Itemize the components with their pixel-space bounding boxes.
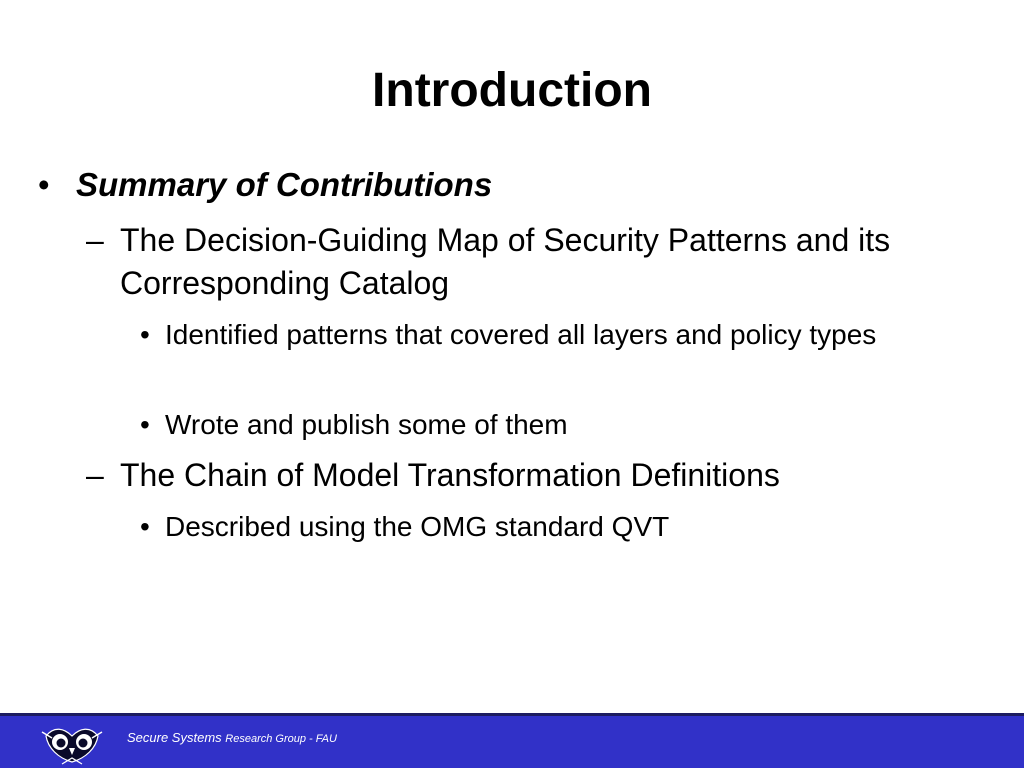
owl-logo-icon: [40, 722, 104, 766]
sub-sub-bullet-identified-text: Identified patterns that covered all layers and policy types: [165, 319, 877, 350]
bullet-summary: [38, 163, 492, 207]
dash-marker: –: [86, 457, 104, 493]
bullet-marker: •: [140, 511, 150, 542]
footer-text-part1: Secure Systems: [127, 730, 222, 745]
dash-marker: –: [86, 222, 104, 258]
sub-bullet-chain-text: The Chain of Model Transformation Definitions: [120, 457, 780, 493]
sub-bullet-map-text: The Decision-Guiding Map of Security Patterns and its Corresponding Catalog: [120, 222, 891, 301]
sub-sub-bullet-wrote: [140, 404, 965, 446]
footer-text-part2: Research Group - FAU: [225, 733, 337, 745]
bullet-marker: •: [140, 319, 150, 350]
slide-title: Introduction: [372, 64, 652, 117]
footer-bar: [0, 713, 1024, 768]
sub-bullet-map: [86, 219, 980, 305]
sub-sub-bullet-described: [140, 506, 965, 548]
bullet-summary-text: Summary of Contributions: [76, 166, 493, 203]
bullet-marker: •: [140, 409, 150, 440]
footer-caption: [127, 730, 337, 747]
sub-sub-bullet-identified: [140, 314, 965, 356]
sub-sub-bullet-wrote-text: Wrote and publish some of them: [165, 409, 568, 440]
bullet-marker: •: [38, 166, 50, 203]
sub-bullet-chain: [86, 454, 980, 497]
sub-sub-bullet-described-text: Described using the OMG standard QVT: [165, 511, 670, 542]
